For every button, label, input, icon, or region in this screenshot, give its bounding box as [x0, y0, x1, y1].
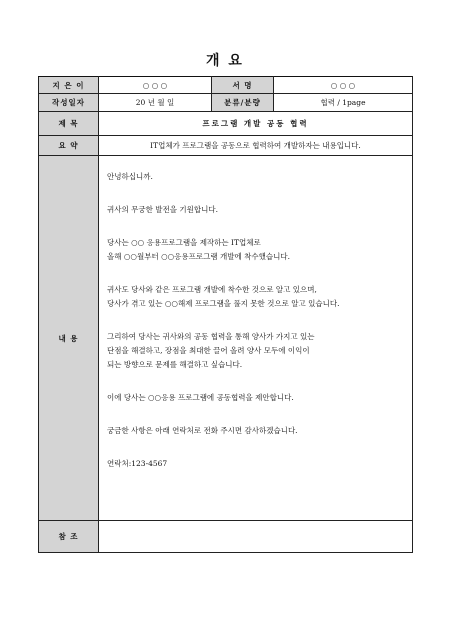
content-label: 내 용	[39, 156, 99, 521]
date-label: 작성일자	[39, 94, 99, 112]
document-title: 개 요	[206, 53, 244, 69]
content-line: 올해 ○○월부터 ○○응용프로그램 개발에 착수했습니다.	[107, 252, 290, 261]
content-line: 이에 당사는 ○○응용 프로그램에 공동협력을 제안합니다.	[107, 393, 294, 402]
date-value[interactable]: 20 년 월 일	[99, 94, 212, 112]
category-label: 분류/분량	[212, 94, 274, 112]
overview-form	[38, 76, 413, 553]
content-line: 당사가 겪고 있는 ○○해제 프로그램을 풀지 못한 것으로 알고 있습니다.	[107, 299, 340, 308]
author-label: 지 은 이	[39, 77, 99, 94]
content-line: 궁금한 사항은 아래 연락처로 전화 주시면 감사하겠습니다.	[107, 426, 298, 435]
content-body[interactable]	[99, 156, 413, 521]
content-line: 그리하여 당사는 귀사와의 공동 협력을 통해 양사가 가지고 있는	[107, 332, 315, 341]
signature-value[interactable]: ○ ○ ○	[274, 77, 413, 94]
subject-label: 제 목	[39, 112, 99, 136]
content-line: 연락처:123-4567	[107, 459, 168, 468]
content-line: 되는 방향으로 문제를 해결하고 싶습니다.	[107, 360, 243, 369]
content-line: 귀사도 당사와 같은 프로그램 개발에 착수한 것으로 알고 있으며,	[107, 285, 317, 294]
author-value[interactable]: ○ ○ ○	[99, 77, 212, 94]
summary-label: 요 약	[39, 136, 99, 156]
content-line: 안녕하십니까.	[107, 172, 153, 181]
category-value[interactable]: 협력 / 1page	[274, 94, 413, 112]
reference-label: 참 조	[39, 521, 99, 553]
content-line: 당사는 ○○ 응용프로그램을 제작하는 IT업체로	[107, 238, 261, 247]
signature-label: 서 명	[212, 77, 274, 94]
subject-value[interactable]: 프로그램 개발 공동 협력	[99, 112, 413, 136]
reference-value[interactable]	[99, 521, 413, 553]
content-line: 단점을 해결하고, 장점을 최대한 끌어 올려 양사 모두에 이익이	[107, 346, 310, 355]
summary-value[interactable]: IT업체가 프로그램을 공동으로 협력하여 개발하자는 내용입니다.	[99, 136, 413, 156]
content-line: 귀사의 무궁한 발전을 기원합니다.	[107, 205, 218, 214]
